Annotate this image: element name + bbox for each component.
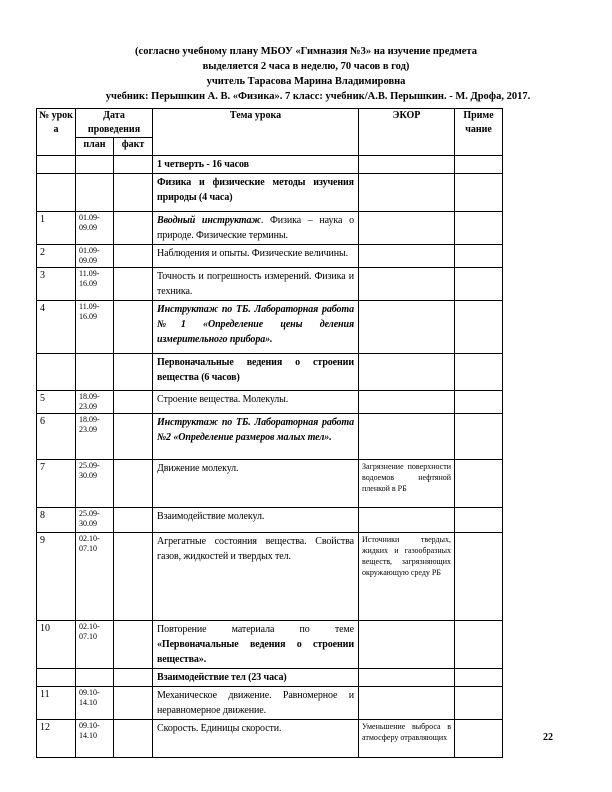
note — [455, 391, 503, 414]
fact-date — [114, 669, 153, 687]
fact-date — [114, 533, 153, 621]
ekor-text — [359, 621, 455, 669]
header-ekor: ЭКОР — [359, 109, 455, 156]
fact-date — [114, 354, 153, 391]
ekor-text — [359, 414, 455, 460]
fact-date — [114, 156, 153, 174]
lesson-topic — [153, 174, 359, 212]
header-line-2: выделяется 2 часа в неделю, 70 часов в год) — [202, 61, 410, 72]
lesson-number: 6 — [37, 414, 76, 460]
table-row — [37, 301, 503, 354]
header-lesson-number: № урок а — [37, 109, 76, 156]
lesson-number: 8 — [37, 508, 76, 533]
lesson-topic — [153, 621, 359, 669]
topic-text: «Первоначальные ведения о строении вещества». — [157, 639, 354, 665]
fact-date — [114, 720, 153, 758]
lesson-number: 3 — [37, 268, 76, 301]
ekor-text — [359, 268, 455, 301]
lesson-number: 2 — [37, 245, 76, 268]
topic-text: Повторение материала по теме — [157, 624, 354, 635]
lesson-topic — [153, 508, 359, 533]
topic-text: 1 четверть - 16 часов — [157, 159, 249, 170]
topic-text: Движение молекул. — [157, 463, 239, 474]
header-fact: факт — [114, 138, 153, 156]
note — [455, 245, 503, 268]
ekor-text — [359, 391, 455, 414]
topic-text: Взаимодействие молекул. — [157, 511, 265, 522]
ekor-text — [359, 245, 455, 268]
topic-text: Точность и погрешность измерений. Физика и техника. — [157, 271, 354, 297]
topic-text: Агрегатные состояния вещества. Свойства газов, жидкостей и твердых тел. — [157, 536, 354, 562]
ekor-text — [359, 687, 455, 720]
lesson-number: 1 — [37, 212, 76, 245]
table-row — [37, 687, 503, 720]
lesson-number: 9 — [37, 533, 76, 621]
topic-text: Вводный инструктаж — [157, 215, 261, 226]
ekor-text: Загрязнение поверхности водоемов нефтяной пленкой в РБ — [359, 460, 455, 508]
table-row — [37, 156, 503, 174]
table-row — [37, 460, 503, 508]
fact-date — [114, 391, 153, 414]
table-row — [37, 414, 503, 460]
topic-text: Физика и физические методы изучения природы (4 часа) — [157, 177, 354, 203]
ekor-text: Источники твердых, жидких и газообразных веществ, загрязняющих окружающую среду РБ — [359, 533, 455, 621]
note — [455, 669, 503, 687]
ekor-text — [359, 669, 455, 687]
table-row — [37, 268, 503, 301]
plan-date: 18.09-23.09 — [76, 414, 114, 460]
table-row — [37, 174, 503, 212]
lesson-number: 7 — [37, 460, 76, 508]
lesson-topic — [153, 212, 359, 245]
header-date: Дата проведения — [76, 109, 153, 138]
topic-text: Механическое движение. Равномерное и неравномерное движение. — [157, 690, 354, 716]
note — [455, 354, 503, 391]
plan-date: 25.09-30.09 — [76, 460, 114, 508]
lesson-topic — [153, 720, 359, 758]
note — [455, 687, 503, 720]
plan-date: 02.10-07.10 — [76, 621, 114, 669]
plan-date: 25.09-30.09 — [76, 508, 114, 533]
plan-date: 09.10-14.10 — [76, 687, 114, 720]
lesson-topic — [153, 268, 359, 301]
lesson-topic — [153, 245, 359, 268]
plan-date: 11.09-16.09 — [76, 301, 114, 354]
plan-date — [76, 354, 114, 391]
lesson-topic — [153, 156, 359, 174]
page-number: 22 — [543, 732, 553, 743]
topic-text: Строение вещества. Молекулы. — [157, 394, 289, 405]
table-body — [37, 156, 503, 758]
header-note: Приме чание — [455, 109, 503, 156]
table-row — [37, 245, 503, 268]
plan-date — [76, 669, 114, 687]
lesson-number: 11 — [37, 687, 76, 720]
table-row — [37, 720, 503, 758]
plan-date — [76, 174, 114, 212]
note — [455, 460, 503, 508]
fact-date — [114, 268, 153, 301]
lesson-number — [37, 669, 76, 687]
note — [455, 156, 503, 174]
topic-text: Инструктаж по ТБ. Лабораторная работа №2 «Определение размеров малых тел». — [157, 417, 354, 443]
table-row — [37, 508, 503, 533]
ekor-text — [359, 301, 455, 354]
header-teacher: учитель Тарасова Марина Владимировна — [206, 76, 406, 87]
lesson-topic — [153, 533, 359, 621]
plan-date: 02.10-07.10 — [76, 533, 114, 621]
fact-date — [114, 414, 153, 460]
fact-date — [114, 508, 153, 533]
lesson-number: 10 — [37, 621, 76, 669]
fact-date — [114, 687, 153, 720]
plan-date: 01.09-09.09 — [76, 245, 114, 268]
lesson-topic — [153, 414, 359, 460]
topic-text: Взаимодействие тел (23 часа) — [157, 672, 287, 683]
note — [455, 414, 503, 460]
lesson-number — [37, 354, 76, 391]
note — [455, 533, 503, 621]
lesson-number: 4 — [37, 301, 76, 354]
lesson-number: 12 — [37, 720, 76, 758]
note — [455, 720, 503, 758]
table-row — [37, 533, 503, 621]
table-row — [37, 354, 503, 391]
lesson-number: 5 — [37, 391, 76, 414]
plan-date: 01.09-09.09 — [76, 212, 114, 245]
ekor-text — [359, 508, 455, 533]
fact-date — [114, 621, 153, 669]
table-row — [37, 391, 503, 414]
table-row — [37, 212, 503, 245]
topic-text: Наблюдения и опыты. Физические величины. — [157, 248, 349, 259]
lesson-topic — [153, 687, 359, 720]
note — [455, 268, 503, 301]
plan-date: 18.09-23.09 — [76, 391, 114, 414]
header-topic: Тема урока — [153, 109, 359, 156]
note — [455, 212, 503, 245]
ekor-text — [359, 212, 455, 245]
table-row — [37, 621, 503, 669]
fact-date — [114, 460, 153, 508]
lesson-number — [37, 174, 76, 212]
lesson-topic — [153, 391, 359, 414]
header-plan: план — [76, 138, 114, 156]
fact-date — [114, 245, 153, 268]
header-textbook: учебник: Перышкин А. В. «Физика». 7 класс: учебник/А.В. Перышкин. - М. Дрофа, 2017. — [105, 91, 531, 102]
header-line-1: (согласно учебному плану МБОУ «Гимназия №3» на изучение предмета — [135, 46, 477, 57]
ekor-text — [359, 156, 455, 174]
table-row — [37, 669, 503, 687]
topic-text: Первоначальные ведения о строении вещества (6 часов) — [157, 357, 354, 383]
fact-date — [114, 212, 153, 245]
plan-date: 09.10-14.10 — [76, 720, 114, 758]
topic-text: Инструктаж по ТБ. Лабораторная работа №1 «Определение цены деления измерительного прибора». — [157, 304, 354, 345]
lesson-plan-table — [36, 108, 503, 758]
ekor-text: Уменьшение выброса в атмосферу отравляющих — [359, 720, 455, 758]
note — [455, 301, 503, 354]
lesson-topic — [153, 460, 359, 508]
fact-date — [114, 174, 153, 212]
lesson-topic — [153, 301, 359, 354]
ekor-text — [359, 174, 455, 212]
topic-text: Скорость. Единицы скорости. — [157, 723, 282, 734]
note — [455, 174, 503, 212]
topic-text: . Физика – наука о природе. Физические термины. — [157, 215, 355, 241]
lesson-topic — [153, 354, 359, 391]
note — [455, 508, 503, 533]
fact-date — [114, 301, 153, 354]
ekor-text — [359, 354, 455, 391]
plan-date: 11.09-16.09 — [76, 268, 114, 301]
lesson-topic — [153, 669, 359, 687]
plan-date — [76, 156, 114, 174]
lesson-number — [37, 156, 76, 174]
note — [455, 621, 503, 669]
